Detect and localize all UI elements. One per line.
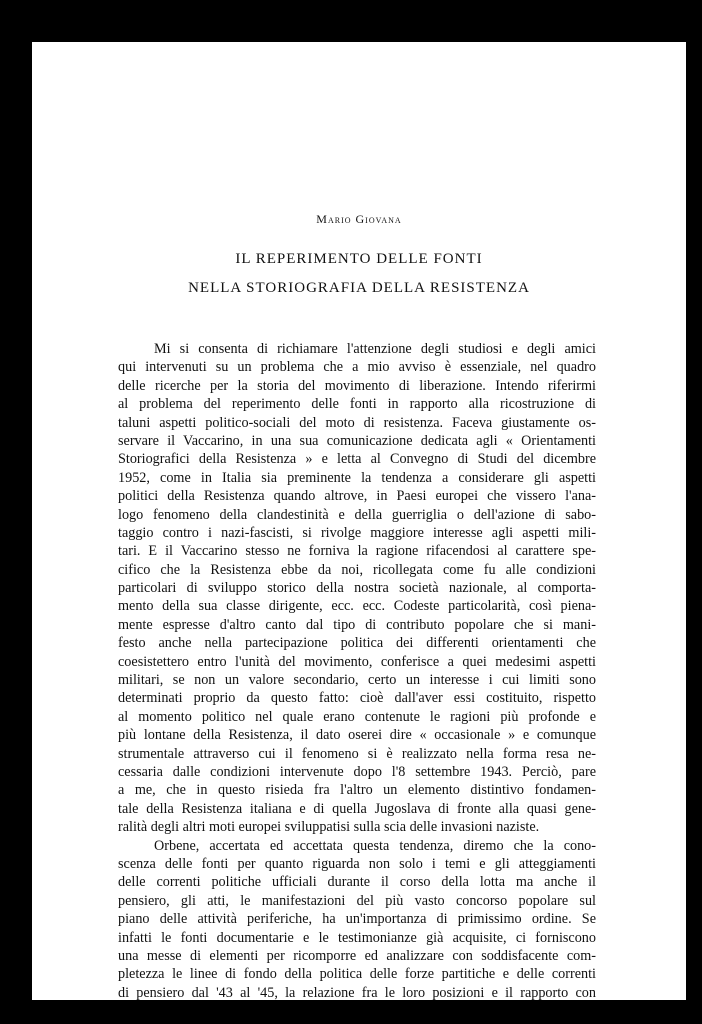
scan-border-left (0, 0, 32, 1024)
text-line: servare il Vaccarino, in una sua comunicazione dedicata agli « Orientamenti (118, 432, 596, 449)
article-title-line-1: IL REPERIMENTO DELLE FONTI (235, 251, 483, 267)
text-line: delle ricerche per la storia del movimento di liberazione. Intendo riferirmi (118, 377, 596, 394)
text-line: qui intervenuti su un problema che a mio avviso è essenziale, nel quadro (118, 359, 596, 376)
text-line: politici della Resistenza quando altrove, in Paesi europei che vissero l'ana- (118, 488, 596, 505)
author-name: Mario Giovana (316, 212, 402, 226)
text-line: Orbene, accertata ed accettata questa tendenza, diremo che la cono- (154, 837, 596, 854)
text-line: pensiero, gli atti, le manifestazioni del più vasto concorso popolare sul (118, 892, 596, 909)
text-line: tale della Resistenza italiana e di quella Jugoslava di fronte alla quasi gene- (118, 800, 596, 817)
text-line: al problema del reperimento delle fonti in rapporto alla ricostruzione di (118, 396, 596, 413)
text-line: taggio contro i nazi-fascisti, si rivolge maggiore interesse agli aspetti mili- (118, 524, 596, 541)
scan-border-right (686, 0, 702, 1024)
text-line: infatti le fonti documentarie e le testimonianze già acquisite, ci forniscono (118, 929, 596, 946)
article-body (118, 340, 596, 1000)
text-line: strumentale attraverso cui il fenomeno si è realizzato nella forma resa ne- (118, 745, 596, 762)
text-line: a me, che in questo risieda fra l'altro un elemento distintivo fondamen- (118, 782, 596, 799)
text-line: pletezza le linee di fondo della politica delle forze partitiche e delle correnti (118, 966, 596, 983)
text-line: determinati proprio da questo fatto: cioè dall'aver essi costituito, rispetto (118, 690, 596, 707)
text-line: militari, se non un valore secondario, certo un interesse i cui limiti sono (118, 672, 596, 689)
text-line: più lontane della Resistenza, il dato oserei dire « occasionale » e comunque (118, 727, 596, 744)
article-header (32, 212, 686, 309)
text-line: scenza delle fonti per quanto riguarda non solo i temi e gli atteggiamenti (118, 855, 596, 872)
text-line: cessaria dalle condizioni intervenute dopo l'8 settembre 1943. Perciò, pare (118, 763, 596, 780)
text-line: di pensiero dal '43 al '45, la relazione fra le loro posizioni e il rapporto con (118, 984, 596, 1000)
text-line: 1952, come in Italia sia preminente la tendenza a considerare gli aspetti (118, 469, 596, 486)
text-line: delle correnti politiche ufficiali durante il corso della lotta ma anche il (118, 874, 596, 891)
scan-border-bottom (0, 1000, 702, 1024)
text-line: coesistettero entro l'unità del movimento, conferisce a quei medesimi aspetti (118, 653, 596, 670)
text-line: cifico che la Resistenza ebbe da noi, ricollegata come fu alle condizioni (118, 561, 596, 578)
text-line: mente espresse d'altro canto dal tipo di contributo popolare che si mani- (118, 616, 596, 633)
paragraph-2 (118, 837, 596, 1000)
document-page (32, 42, 686, 1000)
article-title-line-2: NELLA STORIOGRAFIA DELLA RESISTENZA (188, 280, 530, 296)
text-line: tari. E il Vaccarino stesso ne forniva la ragione rifacendosi al carattere spe- (118, 543, 596, 560)
text-line: mento della sua classe dirigente, ecc. ecc. Codeste particolarità, così piena- (118, 598, 596, 615)
text-line: logo fenomeno della clandestinità e della guerriglia o dell'azione di sabo- (118, 506, 596, 523)
text-line: al momento politico nel quale erano contenute le ragioni più profonde e (118, 708, 596, 725)
scan-border-top (0, 0, 702, 42)
text-line: una messe di elementi per ricomporre ed analizzare con soddisfacente com- (118, 947, 596, 964)
text-line: ralità degli altri moti europei sviluppatisi sulla scia delle invasioni naziste. (118, 819, 540, 836)
text-line: Storiografici della Resistenza » e letta al Convegno di Studi del dicembre (118, 451, 596, 468)
paragraph-1 (118, 340, 596, 837)
text-line: taluni aspetti politico-sociali del moto di resistenza. Faceva giustamente os- (118, 414, 596, 431)
text-line: piano delle attività periferiche, ha un'importanza di primissimo ordine. Se (118, 911, 596, 928)
text-line: Mi si consenta di richiamare l'attenzione degli studiosi e degli amici (154, 341, 596, 357)
text-line: particolari di sviluppo storico della nostra società nazionale, al comporta- (118, 580, 596, 597)
text-line: festo anche nella partecipazione politica dei differenti orientamenti che (118, 635, 596, 652)
